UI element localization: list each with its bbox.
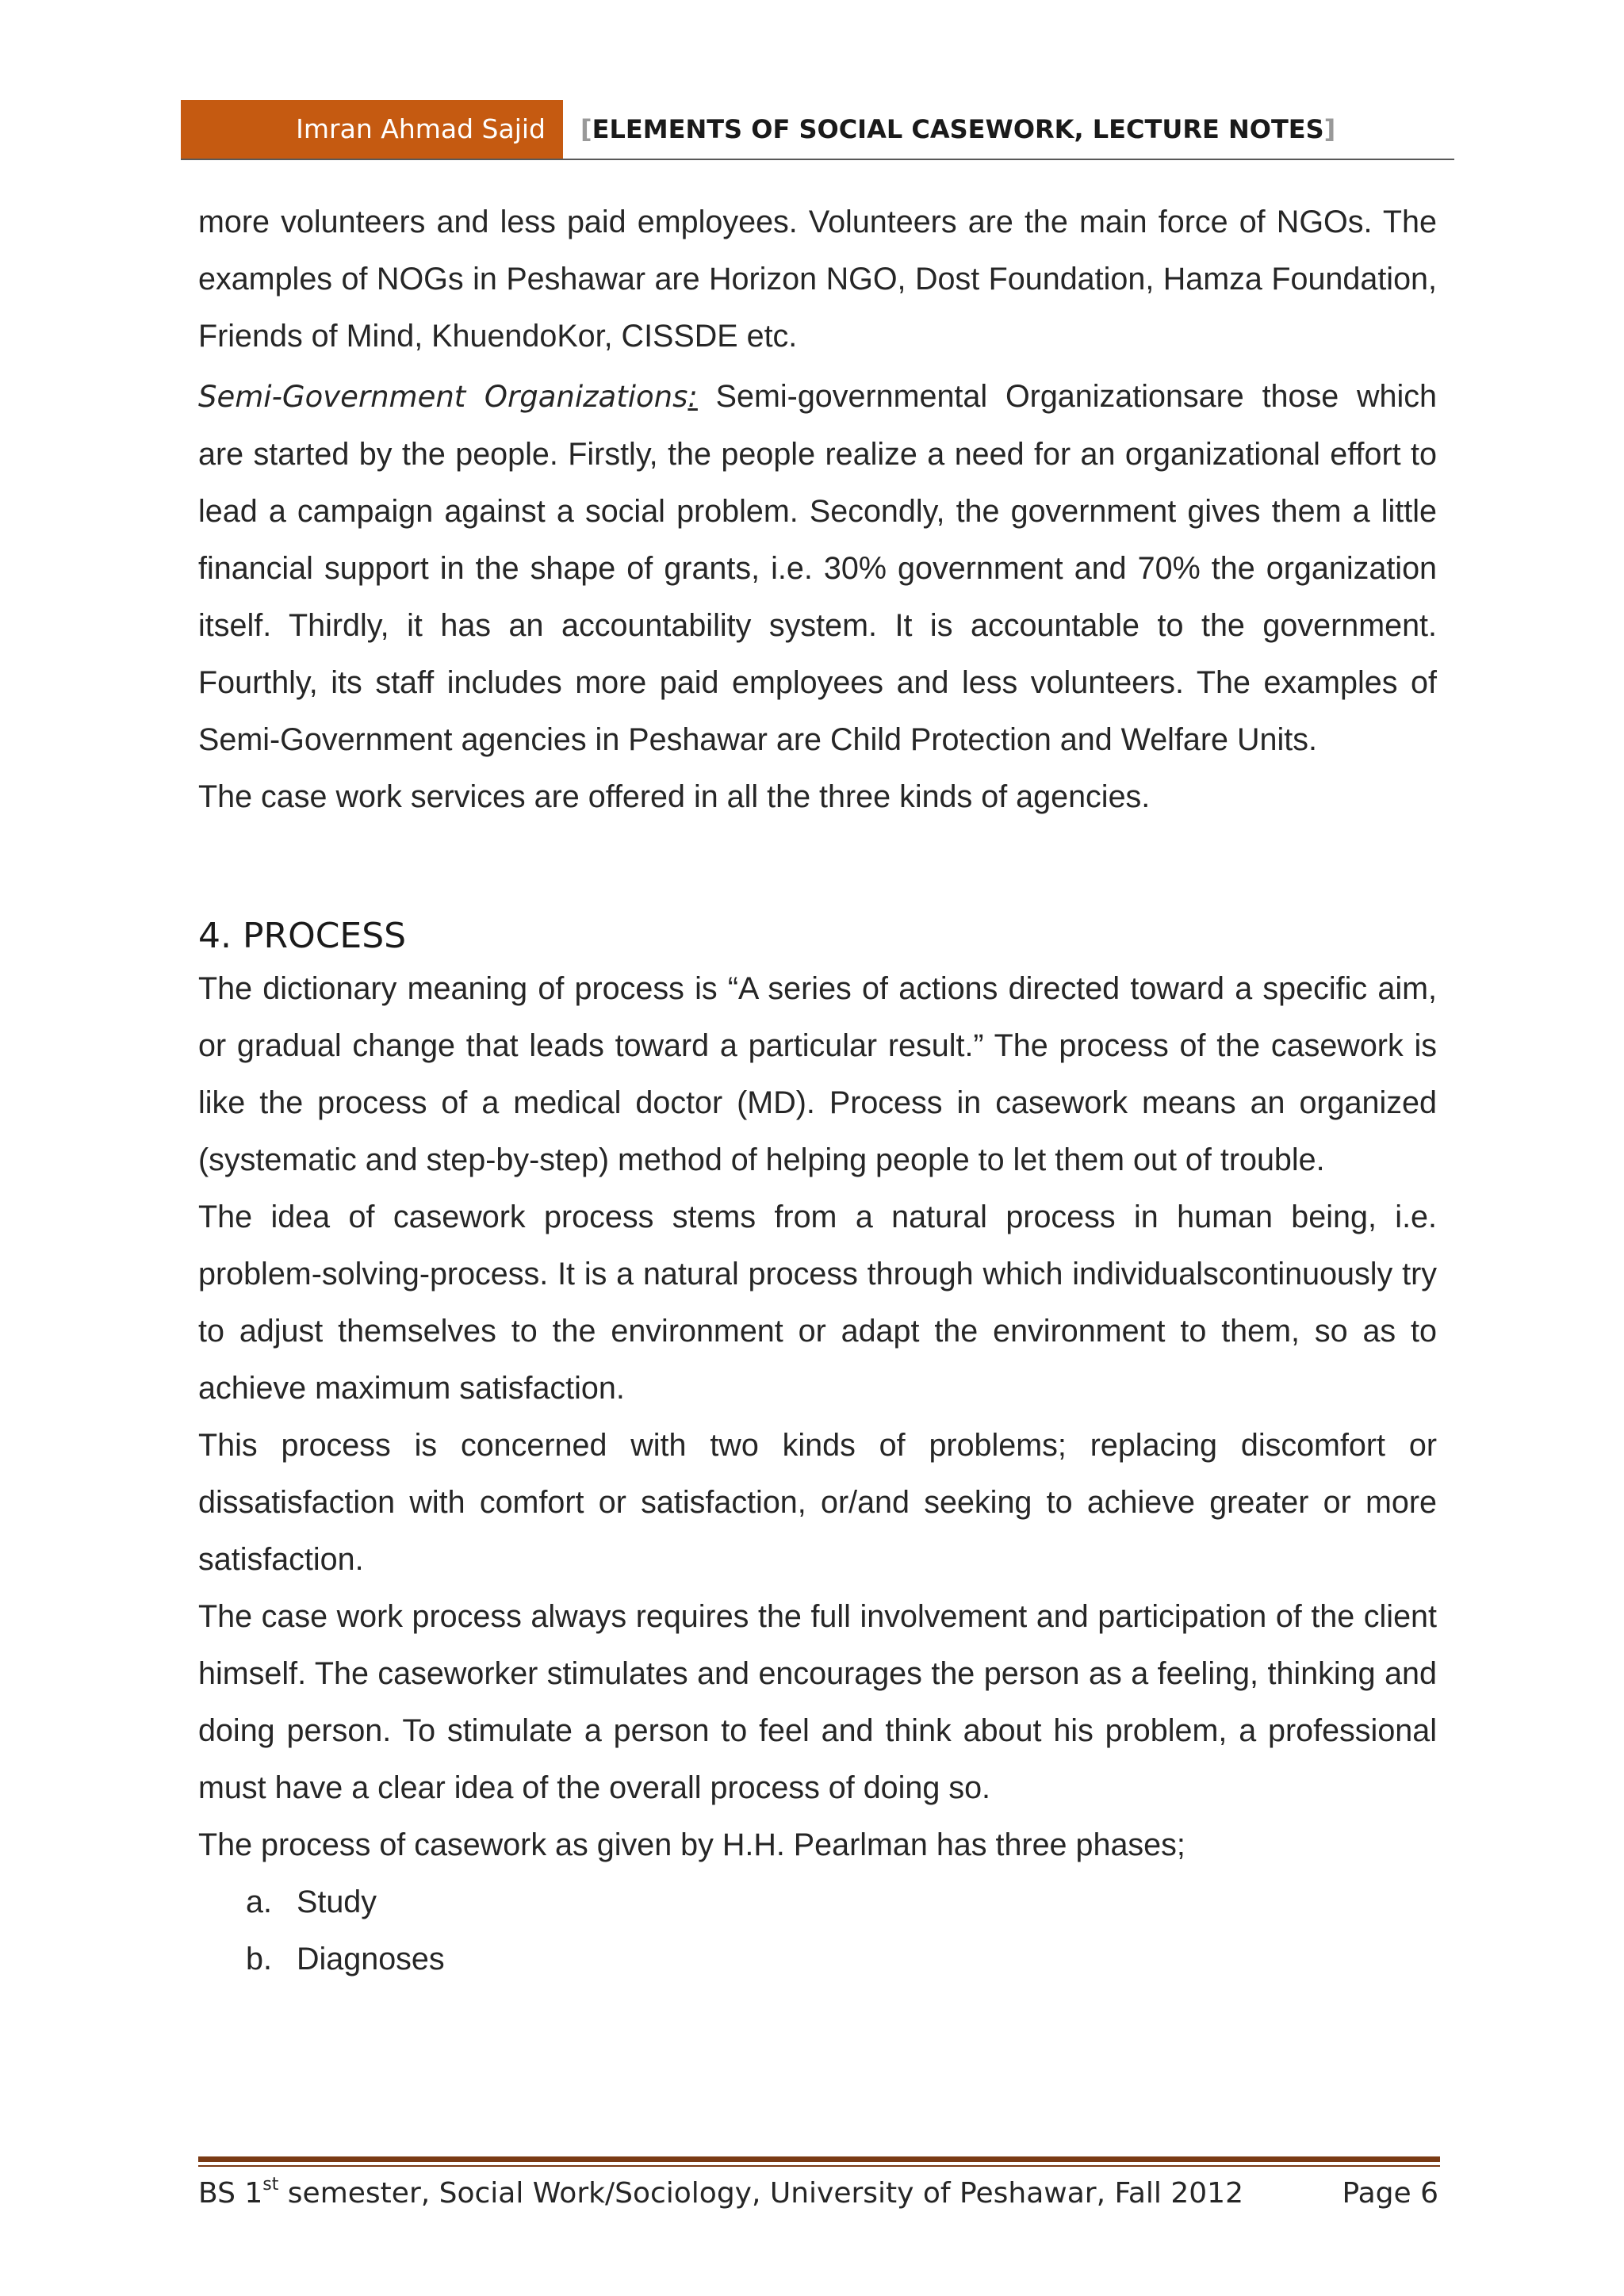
page-header	[181, 100, 1454, 159]
process-paragraph-2: The idea of casework process stems from a natural process in human being, i.e. problem-solving-process. It is a natural process through which individualscontinuously try to adjust themselves to the environment or adapt the environment to them, so as to achieve maximum satisfaction.	[198, 1200, 1437, 1406]
list-item-label: Study	[297, 1885, 377, 1919]
ngo-paragraph: more volunteers and less paid employees. Volunteers are the main force of NGOs. The examples of NOGs in Peshawar are Horizon NGO, Dost Foundation, Hamza Foundation, Friends of Mind, KhuendoKor, CISSDE etc.	[198, 205, 1437, 354]
header-author: Imran Ahmad Sajid	[181, 100, 563, 159]
process-paragraph-4: The case work process always requires the full involvement and participation of the client himself. The caseworker stimulates and encourages the person as a feeling, thinking and doing person. To stimulate a person to feel and think about his problem, a professional must have a clear idea of the overall process of doing so.	[198, 1599, 1437, 1805]
header-title-text: ELEMENTS OF SOCIAL CASEWORK, LECTURE NOTES	[592, 114, 1324, 144]
footer-course-rest: semester, Social Work/Sociology, University of Peshawar, Fall 2012	[278, 2177, 1243, 2210]
semi-government-paragraph	[198, 368, 1437, 768]
semi-government-text: Semi-governmental Organizationsare those which are started by the people. Firstly, the people realize a need for an organizational effort to lead a campaign against a social problem. Secondly, the government gives them a little financial support in the shape of grants, i.e. 30% government and 70% the organization itself. Thirdly, it has an accountability system. It is accountable to the government. Fourthly, its staff includes more paid employees and less volunteers. The examples of Semi-Government agencies in Peshawar are Child Protection and Welfare Units.	[198, 379, 1437, 757]
page-number: Page 6	[1342, 2177, 1438, 2210]
phases-list	[198, 1873, 1437, 1988]
process-paragraph-5: The process of casework as given by H.H. Pearlman has three phases;	[198, 1827, 1185, 1862]
process-paragraph-3: This process is concerned with two kinds of problems; replacing discomfort or dissatisfaction with comfort or satisfaction, or/and seeking to achieve greater or more satisfaction.	[198, 1428, 1437, 1577]
list-marker: a.	[246, 1885, 272, 1919]
header-bracket-close: ]	[1323, 114, 1336, 144]
semi-government-colon: :	[688, 380, 698, 414]
page-content	[198, 193, 1437, 1988]
header-title	[580, 100, 1335, 159]
semi-government-heading: Semi-Government Organizations	[198, 380, 688, 414]
process-paragraph-1: The dictionary meaning of process is “A series of actions directed toward a specific aim, or gradual change that leads toward a particular result.” The process of the casework is like the process of a medical doctor (MD). Process in casework means an organized (systematic and step-by-step) method of helping people to let them out of trouble.	[198, 971, 1437, 1177]
list-item	[246, 1873, 1437, 1931]
footer-divider-thin	[198, 2165, 1440, 2167]
list-item-label: Diagnoses	[297, 1942, 445, 1976]
list-marker: b.	[246, 1942, 272, 1976]
footer-course-sup: st	[262, 2175, 279, 2195]
header-bracket-open: [	[580, 114, 592, 144]
agencies-summary: The case work services are offered in all the three kinds of agencies.	[198, 779, 1151, 814]
list-item	[246, 1931, 1437, 1988]
footer-course-prefix: BS 1	[198, 2177, 263, 2210]
footer-course-info	[198, 2174, 1243, 2214]
section-title-process: 4. PROCESS	[198, 916, 407, 956]
footer-divider-thick	[198, 2156, 1440, 2162]
header-divider	[181, 159, 1454, 160]
